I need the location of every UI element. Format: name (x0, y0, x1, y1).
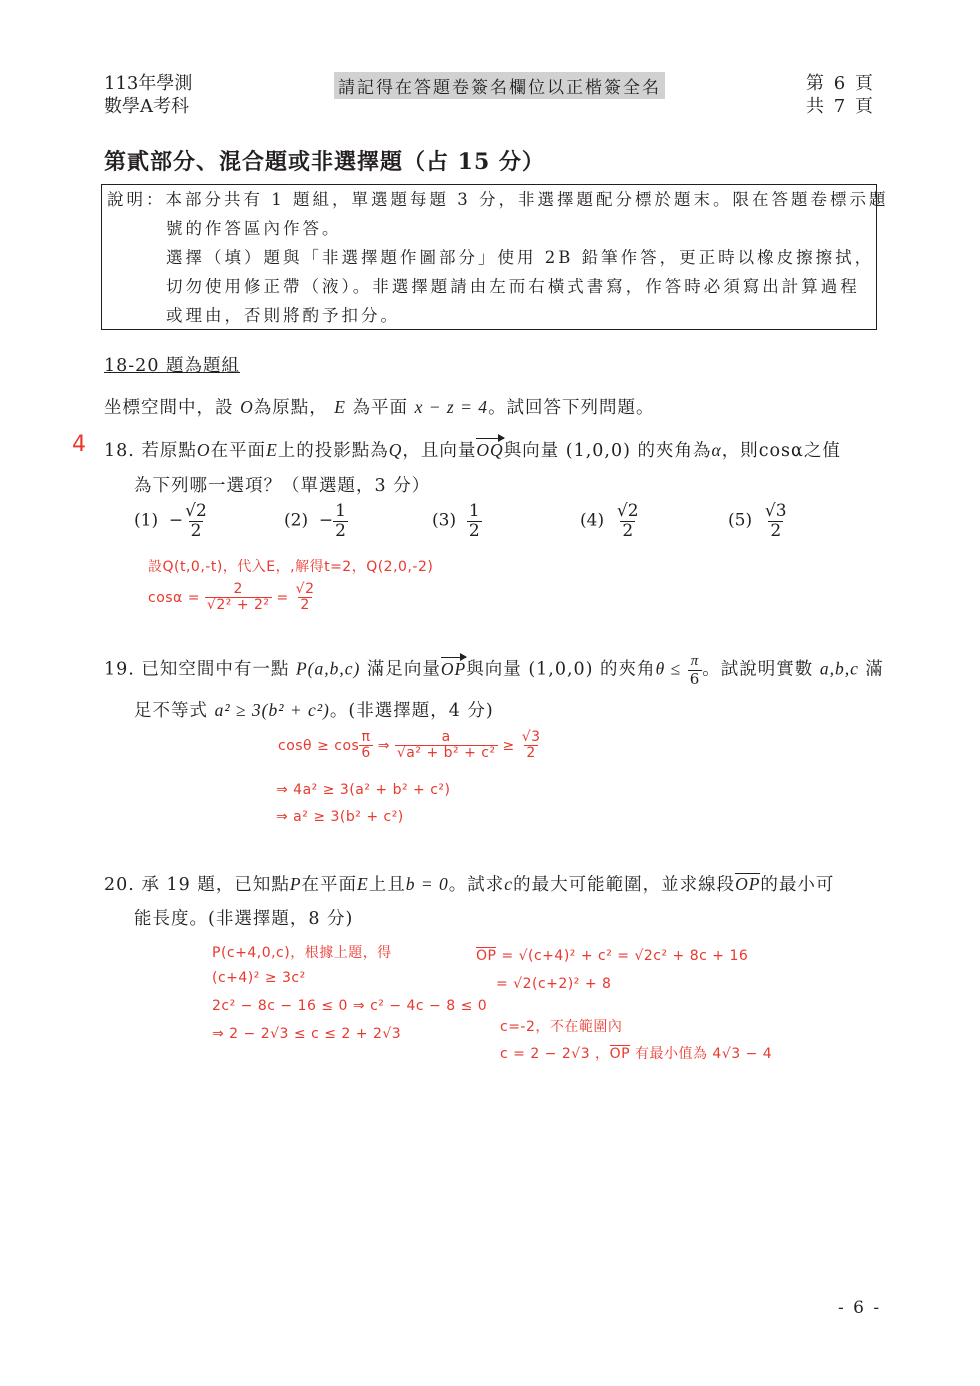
exam-year: 113年學測 (104, 73, 193, 94)
segment-op: OP (735, 874, 761, 894)
q18-option-3[interactable]: (3) $\frac{1}{2}$ (432, 501, 480, 541)
intro-text: 坐標空間中，設 O為原點， E 為平面 x − z = 4。試回答下列問題。 (104, 397, 655, 418)
total-pages-label: 共 7 頁 (806, 96, 875, 117)
q19-work-line-2: ⇒ 4a² ≥ 3(a² + b² + c²) (276, 782, 451, 798)
vector-op: OP (440, 658, 467, 679)
instructions-line-2: 號的作答區內作答。 (166, 219, 342, 238)
signature-notice: 請記得在答題卷簽名欄位以正楷簽全名 (334, 72, 665, 99)
page-label: 第 6 頁 (806, 73, 875, 94)
q20-stem-line-1: 20. 承 19 題，已知點P在平面E上且b = 0。試求c的最大可能範圍，並求線段OP的最小可 (104, 874, 835, 895)
vector-oq: OQ (476, 440, 504, 460)
q19-stem-line-1: 19. 已知空間中有一點 P(a,b,c) 滿足向量OP與向量 (1,0,0) 的夾角θ ≤ $\frac{\pi}{6}$ 。試說明實數 a,b,c 滿 (104, 653, 884, 688)
q20-work-left-3: 2c² − 8c − 16 ≤ 0 ⇒ c² − 4c − 8 ≤ 0 (212, 998, 488, 1014)
instructions-line-5: 或理由，否則將酌予扣分。 (166, 306, 400, 325)
q18-option-4[interactable]: (4) $\frac{√2}{2}$ (580, 501, 639, 541)
section-title: 第貳部分、混合題或非選擇題（占 15 分） (104, 149, 545, 175)
q18-option-5[interactable]: (5) $\frac{√3}{2}$ (728, 501, 787, 541)
q20-work-left-1: P(c+4,0,c)，根據上題，得 (212, 945, 392, 961)
q19-stem-line-2: 足不等式 a² ≥ 3(b² + c²)。(非選擇題，4 分) (134, 700, 494, 721)
q18-option-1[interactable]: (1) − $\frac{√2}{2}$ (134, 501, 207, 541)
q18-work-line-1: 設Q(t,0,-t)，代入E，,解得t=2，Q(2,0,-2) (148, 559, 434, 575)
q20-work-right-1: OP = √(c+4)² + c² = √2c² + 8c + 16 (476, 948, 749, 964)
instructions-line-4: 切勿使用修正帶（液）。非選擇題請由左而右橫式書寫，作答時必須寫出計算過程 (166, 277, 860, 296)
q20-work-right-2: = √2(c+2)² + 8 (496, 976, 612, 992)
group-label: 18-20 題為題組 (104, 356, 241, 376)
q20-work-left-4: ⇒ 2 − 2√3 ≤ c ≤ 2 + 2√3 (212, 1026, 402, 1042)
score-mark: 4 (72, 432, 86, 457)
instructions-line-1: 說明：本部分共有 1 題組，單選題每題 3 分，非選擇題配分標於題末。限在答題卷標示題 (107, 190, 889, 209)
q20-work-right-3: c=-2，不在範圍內 (500, 1019, 623, 1035)
q18-stem-line-1: 18. 若原點O在平面E上的投影點為Q，且向量OQ與向量 (1,0,0) 的夾角為α，則cosα之值 (104, 440, 841, 461)
q18-stem-line-2: 為下列哪一選項？（單選題，3 分） (134, 476, 431, 496)
q18-work-cos: cosα = $\frac{2}{\text{√2² + 2²}}$ = $\frac{√2}{2}$ (148, 581, 315, 614)
q19-work-line-1: cosθ ≥ cos $\frac{\pi}{6}$ ⇒ $\frac{a}{\text{√a² + b² + c²}}$ ≥ $\frac{√3}{2}$ (278, 729, 541, 762)
exam-subject: 數學A考科 (104, 96, 189, 117)
q18-option-2[interactable]: (2) − $\frac{1}{2}$ (284, 501, 346, 541)
q20-work-left-2: (c+4)² ≥ 3c² (212, 970, 306, 986)
q20-stem-line-2: 能長度。(非選擇題，8 分) (134, 909, 354, 929)
q19-work-line-3: ⇒ a² ≥ 3(b² + c²) (276, 809, 404, 825)
page-number: - 6 - (838, 1298, 882, 1318)
instructions-line-3: 選擇（填）題與「非選擇題作圖部分」使用 2B 鉛筆作答，更正時以橡皮擦擦拭， (166, 248, 875, 267)
q20-work-right-4: c = 2 − 2√3 ，OP 有最小值為 4√3 − 4 (500, 1046, 773, 1062)
